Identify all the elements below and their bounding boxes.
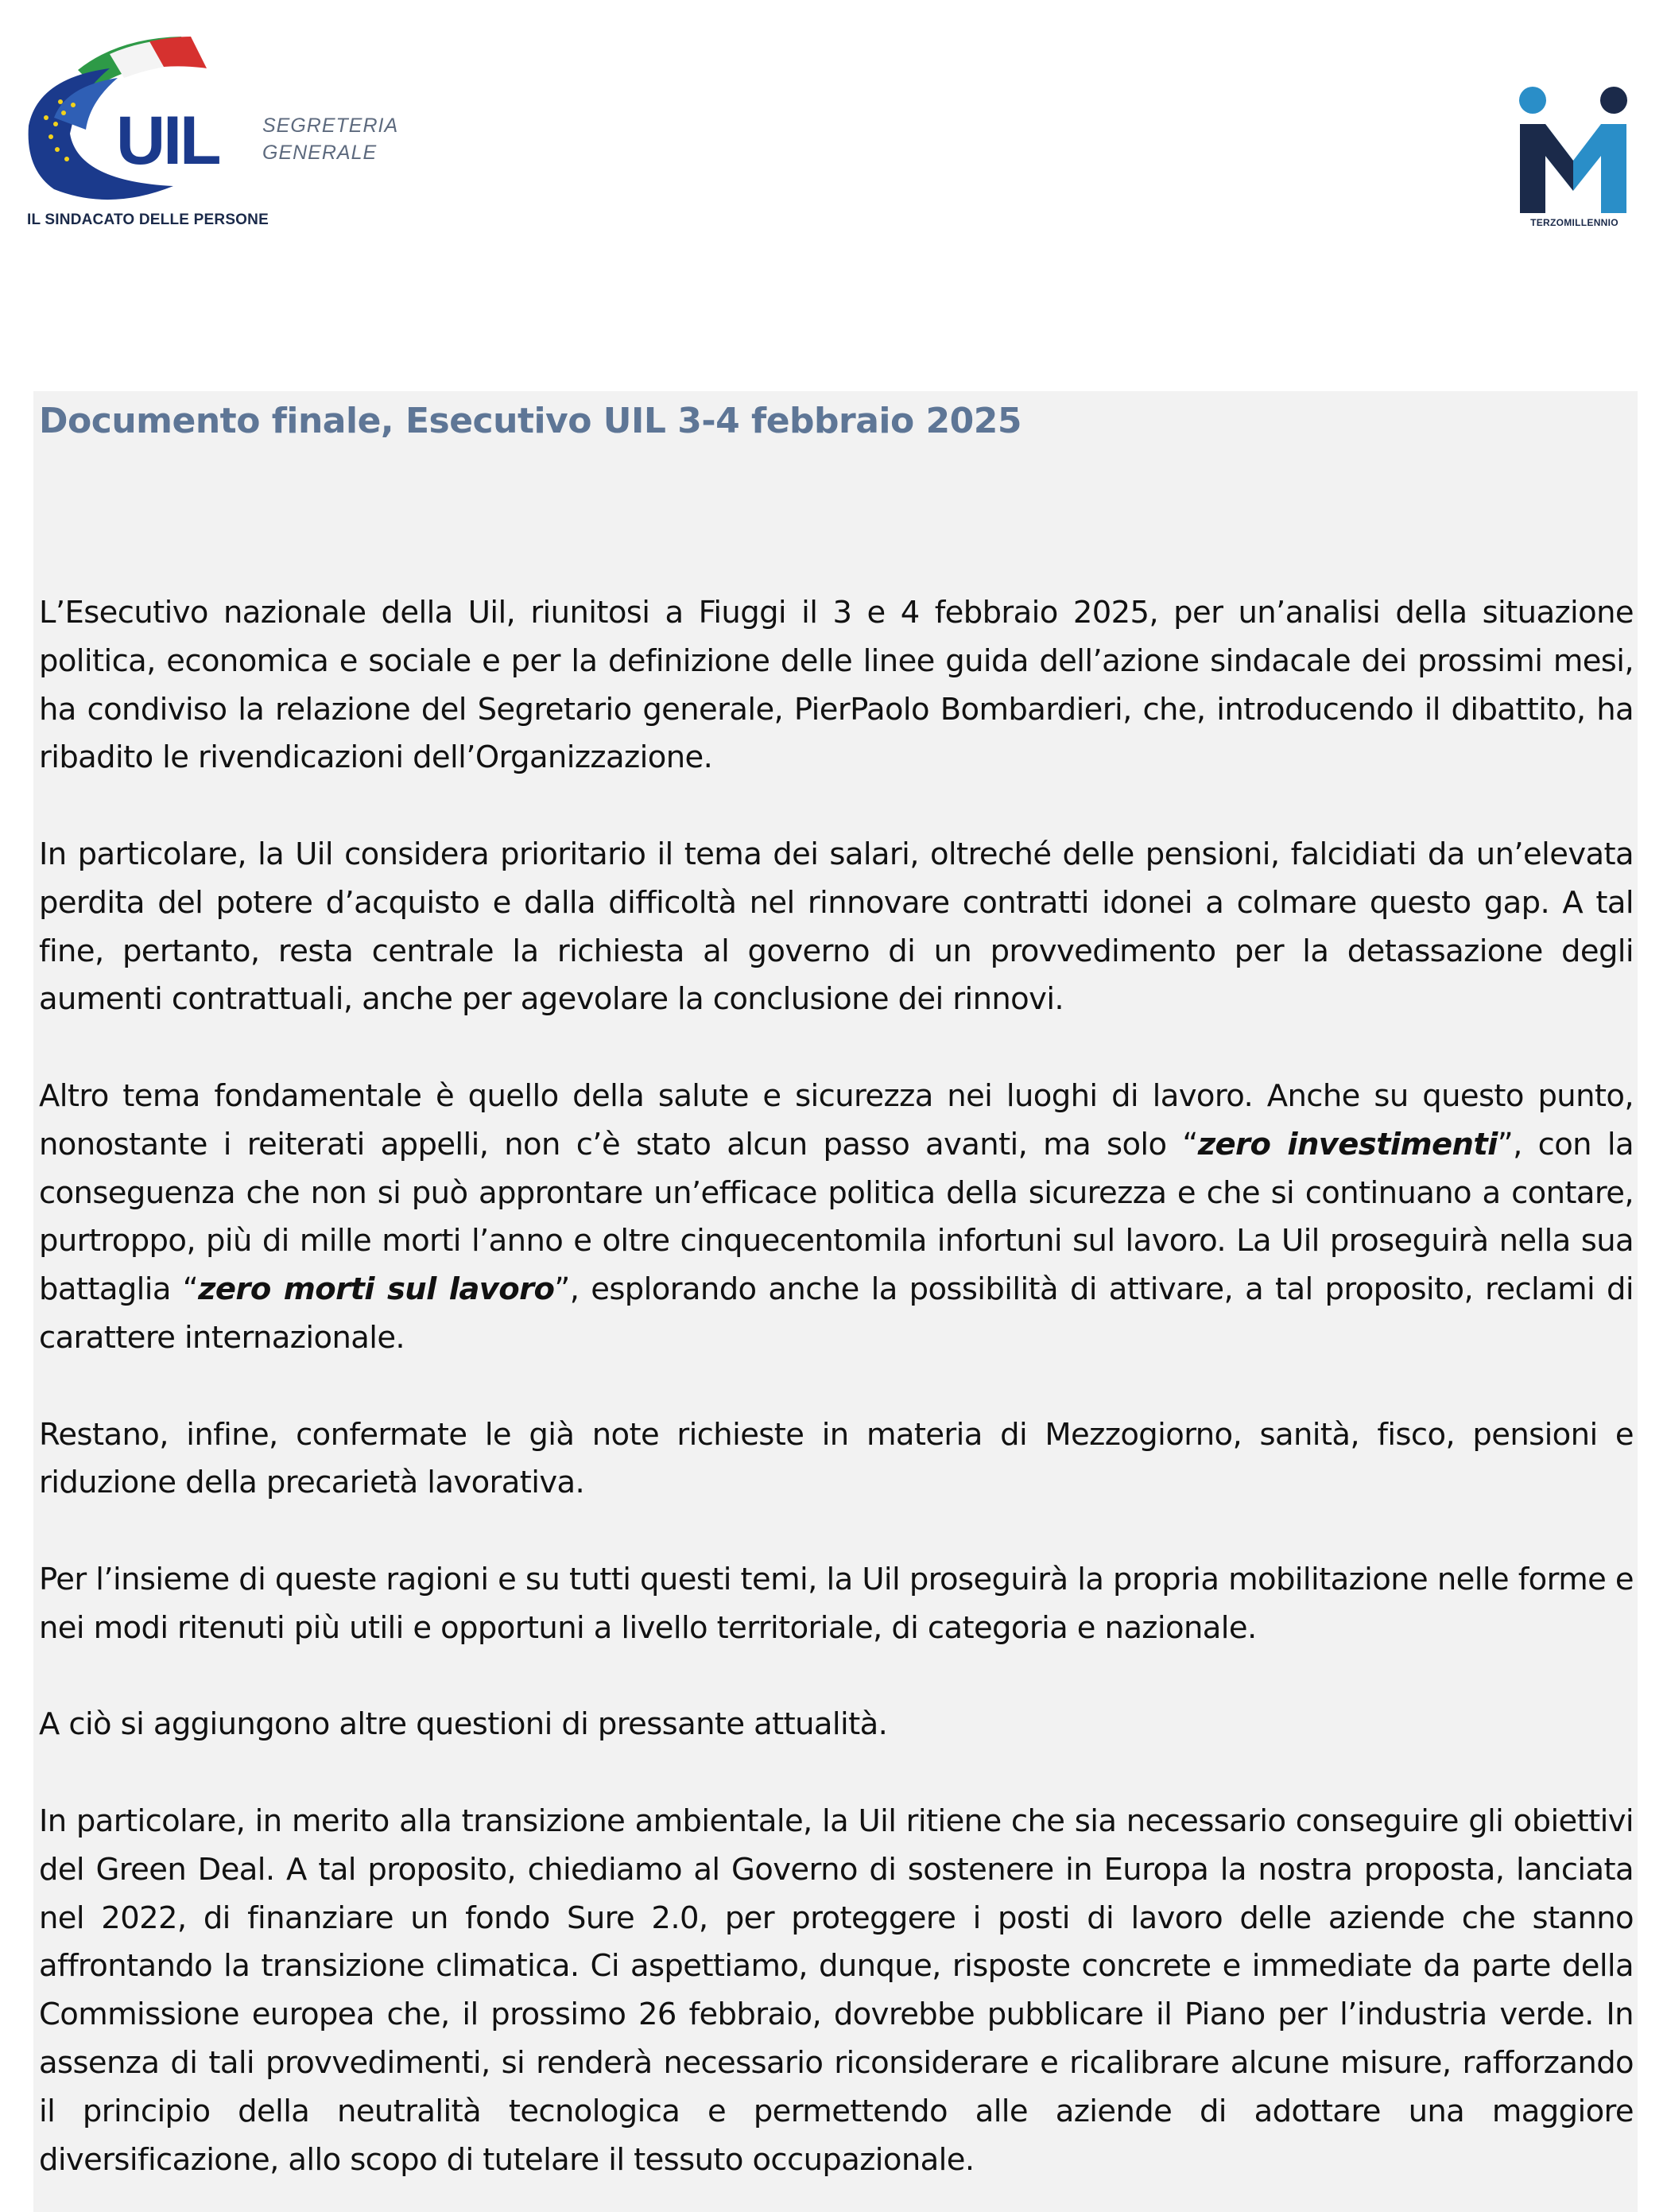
paragraph-4: Restano, infine, confermate le già note richieste in materia di Mezzogiorno, sanità, fisco, pensioni e riduzione della precarietà lavorativa. — [39, 1416, 1634, 1501]
terzomillennio-m-icon — [1510, 80, 1638, 219]
document-title: Documento finale, Esecutivo UIL 3-4 febbraio 2025 — [39, 401, 1022, 441]
document-body — [39, 589, 1634, 2184]
emphasis-zero-morti: zero morti sul lavoro — [198, 1271, 555, 1308]
paragraph-1: L’Esecutivo nazionale della Uil, riunitosi a Fiuggi il 3 e 4 febbraio 2025, per un’analisi della situazione politica, economica e sociale e per la definizione delle linee guida dell’azione sindacale dei prossimi mesi, ha condiviso la relazione del Segretario generale, PierPaolo Bombardieri, che, introducendo il dibattito, ha ribadito le rivendicazioni dell’Organizzazione. — [39, 595, 1634, 776]
paragraph-3 — [39, 1073, 1634, 1363]
paragraph-5: Per l’insieme di queste ragioni e su tutti questi temi, la Uil proseguirà la propria mobilitazione nelle forme e nei modi ritenuti più utili e opportuni a livello territoriale, di categoria e nazionale. — [39, 1561, 1634, 1646]
paragraph-3-part-1: Altro tema fondamentale è quello della salute e sicurezza nei luoghi di lavoro. Anche su questo punto, nonostante i reiterati appelli, non c’è stato alcun passo avanti, ma solo “ — [39, 1077, 1634, 1162]
paragraph-7: In particolare, in merito alla transizione ambientale, la Uil ritiene che sia necessario conseguire gli obiettivi del Green Deal. A tal proposito, chiediamo al Governo di sostenere in Europa la nostra proposta, lanciata nel 2022, di finanziare un fondo Sure 2.0, per proteggere i posti di lavoro delle aziende che stanno affrontando la transizione climatica. Ci aspettiamo, dunque, risposte concrete e immediate da parte della Commissione europea che, il prossimo 26 febbraio, dovrebbe pubblicare il Piano per l’industria verde. In assenza di tali provvedimenti, si renderà necessario riconsiderare e ricalibrare alcune misure, rafforzando il principio della neutralità tecnologica e permettendo alle aziende di adottare una maggiore diversificazione, allo scopo di tutelare il tessuto occupazionale. — [39, 1803, 1634, 2178]
uil-logo — [22, 30, 229, 213]
terzomillennio-logo — [1510, 80, 1638, 231]
paragraph-2: In particolare, la Uil considera prioritario il tema dei salari, oltreché delle pensioni, falcidiati da un’elevata perdita del potere d’acquisto e dalla difficoltà nel rinnovare contratti idonei a colmare questo gap. A tal fine, pertanto, resta centrale la richiesta al governo di un provvedimento per la detassazione degli aumenti contrattuali, anche per agevolare la conclusione dei rinnovi. — [39, 836, 1634, 1018]
letterhead — [0, 0, 1667, 254]
uil-logo-text: UIL — [116, 103, 219, 179]
uil-tagline: IL SINDACATO DELLE PERSONE — [27, 211, 269, 228]
paragraph-6: A ciò si aggiungono altre questioni di pressante attualità. — [39, 1706, 888, 1743]
segreteria-line-1: SEGRETERIA — [262, 114, 399, 137]
paragraph-3-part-3: ”, esplorando anche la possibilità di attivare, a tal proposito, reclami di carattere internazionale. — [39, 1271, 1634, 1356]
paragraph-3-part-2: ”, con la conseguenza che non si può approntare un’efficace politica della sicurezza e che si continuano a contare, purtroppo, più di mille morti l’anno e oltre cinquecentomila infortuni sul lavoro. La Uil proseguirà nella sua battaglia “ — [39, 1126, 1634, 1308]
terzomillennio-caption: TERZOMILLENNIO — [1530, 217, 1619, 228]
segreteria-line-2: GENERALE — [262, 142, 378, 164]
emphasis-zero-investimenti: zero investimenti — [1197, 1126, 1498, 1162]
uil-emblem-icon — [22, 30, 229, 213]
segreteria-generale — [262, 112, 398, 166]
